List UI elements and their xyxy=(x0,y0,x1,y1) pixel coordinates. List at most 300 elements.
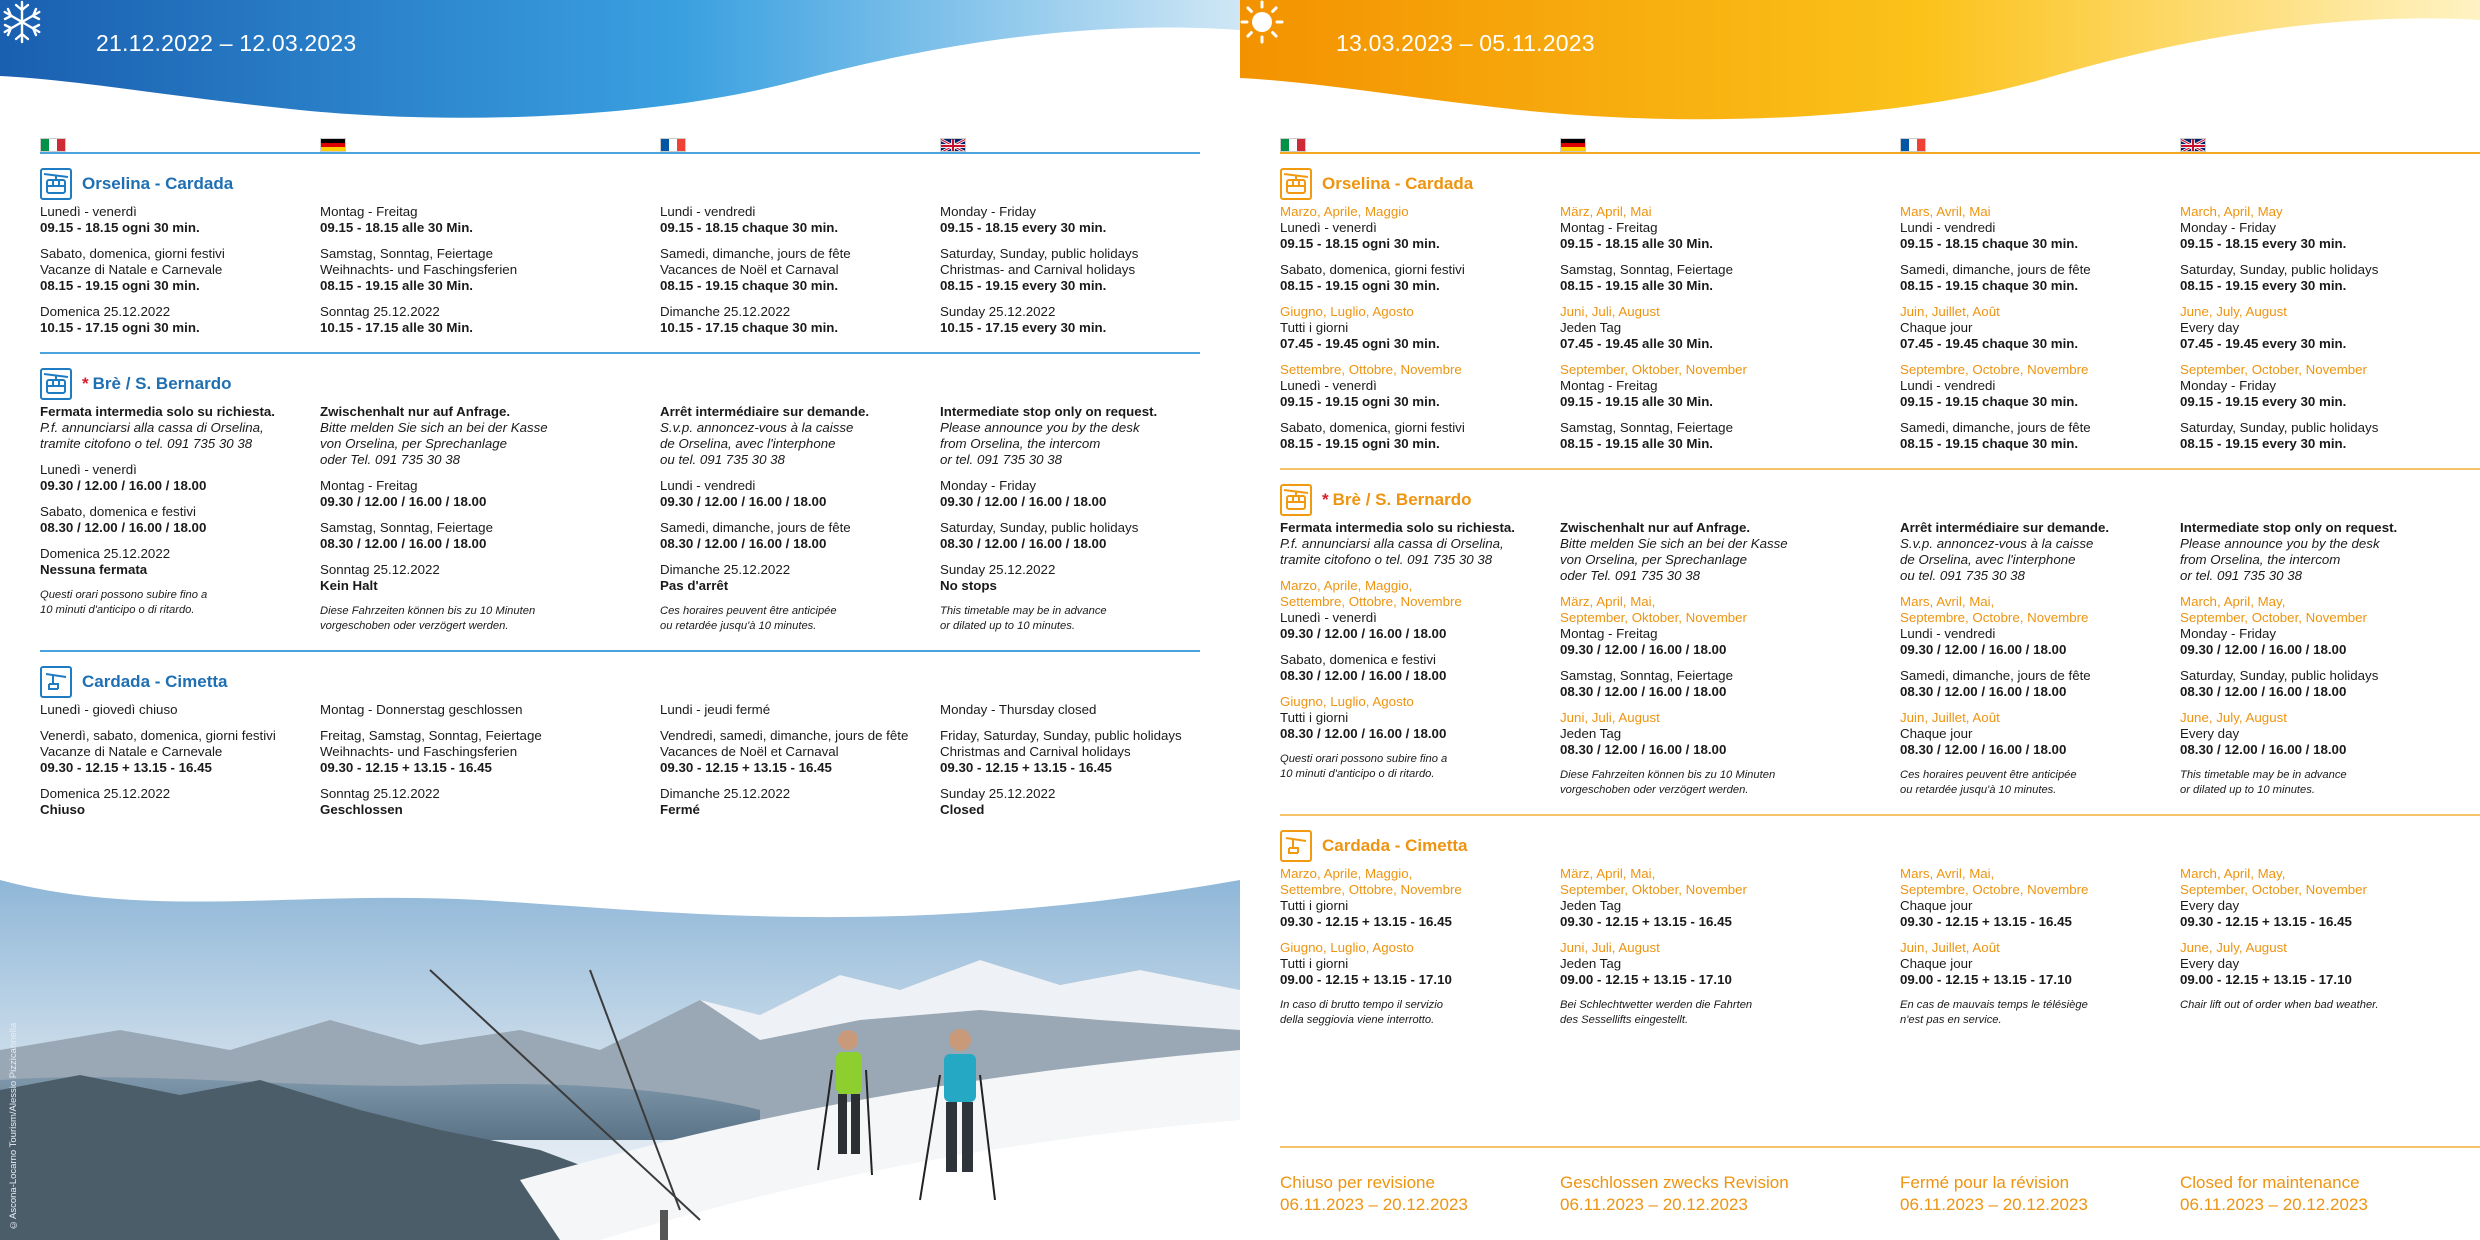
schedule-block xyxy=(40,246,314,294)
schedule-block xyxy=(1560,520,1894,584)
schedule-times: 08.30 / 12.00 / 16.00 / 18.00 xyxy=(940,536,1107,551)
schedule-block xyxy=(1280,520,1554,568)
language-columns xyxy=(40,702,1200,828)
schedule-block xyxy=(40,304,314,336)
schedule-block xyxy=(2180,262,2434,294)
period-label: Juin, Juillet, Août xyxy=(1900,940,2000,955)
schedule-text: Tutti i giorni xyxy=(1280,710,1349,725)
schedule-text: ou tel. 091 735 30 38 xyxy=(660,452,785,467)
schedule-text: from Orselina, the intercom xyxy=(940,436,1101,451)
schedule-times: 08.15 - 19.15 alle 30 Min. xyxy=(1560,278,1714,293)
schedule-block xyxy=(1560,940,1894,988)
footnote xyxy=(1900,998,2174,1028)
schedule-text: von Orselina, per Sprechanlage xyxy=(320,436,508,451)
schedule-text: Montag - Freitag xyxy=(1560,220,1658,235)
schedule-text: P.f. annunciarsi alla cassa di Orselina, xyxy=(40,420,264,435)
schedule-text: Questi orari possono subire fino a xyxy=(1280,753,1448,765)
schedule-block xyxy=(1560,668,1894,700)
section-header xyxy=(40,364,1200,404)
maintenance-notice xyxy=(2180,1172,2440,1216)
language-column xyxy=(660,404,940,644)
schedule-block xyxy=(1900,710,2174,758)
maintenance-title: Chiuso per revisione xyxy=(1280,1173,1435,1192)
period-label: June, July, August xyxy=(2180,710,2287,725)
schedule-times: 08.15 - 19.15 every 30 min. xyxy=(940,278,1107,293)
maintenance-title: Closed for maintenance xyxy=(2180,1173,2360,1192)
schedule-block xyxy=(1280,578,1554,642)
sun-icon xyxy=(1240,0,1284,44)
schedule-text: Monday - Friday xyxy=(940,478,1037,493)
schedule-text: P.f. annunciarsi alla cassa di Orselina, xyxy=(1280,536,1504,551)
chairlift-icon xyxy=(40,666,72,698)
schedule-text: tramite citofono o tel. 091 735 30 38 xyxy=(40,436,253,451)
schedule-text: vorgeschoben oder verzögert werden. xyxy=(320,620,509,632)
language-columns xyxy=(40,204,1200,346)
schedule-text: Jeden Tag xyxy=(1560,898,1622,913)
schedule-times: 09.30 / 12.00 / 16.00 / 18.00 xyxy=(1560,642,1727,657)
schedule-text: Lunedì - venerdì xyxy=(1280,378,1377,393)
schedule-block xyxy=(40,728,314,776)
schedule-text: Sunday 25.12.2022 xyxy=(940,562,1056,577)
timetable-section xyxy=(1280,826,2480,1038)
schedule-block xyxy=(1280,204,1554,252)
schedule-text: Lunedì - venerdì xyxy=(1280,610,1377,625)
schedule-text: Every day xyxy=(2180,320,2240,335)
flag-de-icon xyxy=(1560,138,1586,152)
language-column xyxy=(1900,204,2180,462)
schedule-text: Dimanche 25.12.2022 xyxy=(660,562,791,577)
schedule-block xyxy=(1900,520,2174,584)
schedule-block xyxy=(2180,940,2434,988)
period-label: März, April, Mai, xyxy=(1560,866,1656,881)
schedule-block xyxy=(40,786,314,818)
language-column xyxy=(1560,866,1900,1038)
schedule-text: de Orselina, avec l'interphone xyxy=(1900,552,2076,567)
schedule-text: Samedi, dimanche, jours de fête xyxy=(1900,668,2091,683)
period-label: März, April, Mai xyxy=(1560,204,1652,219)
schedule-text: Sunday 25.12.2022 xyxy=(940,786,1056,801)
schedule-times: 08.30 / 12.00 / 16.00 / 18.00 xyxy=(40,520,207,535)
schedule-times: 09.30 - 12.15 + 13.15 - 16.45 xyxy=(40,760,212,775)
schedule-block xyxy=(2180,520,2434,584)
schedule-text: 10 minuti d'anticipo o di ritardo. xyxy=(1280,768,1435,780)
schedule-block xyxy=(940,520,1194,552)
schedule-text: Ces horaires peuvent être anticipée xyxy=(1900,769,2077,781)
schedule-text: Monday - Friday xyxy=(2180,626,2277,641)
schedule-block xyxy=(1900,204,2174,252)
schedule-text: from Orselina, the intercom xyxy=(2180,552,2341,567)
schedule-times: 10.15 - 17.15 chaque 30 min. xyxy=(660,320,839,335)
footnote xyxy=(1560,768,1894,798)
schedule-times: Fermata intermedia solo su richiesta. xyxy=(40,404,275,419)
schedule-text: Diese Fahrzeiten können bis zu 10 Minuten xyxy=(320,605,536,617)
winter-flag-row xyxy=(40,132,1200,154)
schedule-times: Geschlossen xyxy=(320,802,403,817)
schedule-block xyxy=(940,246,1194,294)
schedule-text: Sabato, domenica e festivi xyxy=(40,504,196,519)
schedule-text: Chaque jour xyxy=(1900,320,1973,335)
schedule-text: Lunedì - venerdì xyxy=(40,204,137,219)
language-column xyxy=(660,204,940,346)
schedule-text: Saturday, Sunday, public holidays xyxy=(2180,262,2379,277)
period-label: Mars, Avril, Mai, xyxy=(1900,866,1995,881)
schedule-times: 08.15 - 19.15 ogni 30 min. xyxy=(40,278,200,293)
schedule-times: 08.15 - 19.15 every 30 min. xyxy=(2180,436,2347,451)
schedule-times: 10.15 - 17.15 ogni 30 min. xyxy=(40,320,200,335)
schedule-text: n'est pas en service. xyxy=(1900,1014,2002,1026)
footnote xyxy=(2180,768,2434,798)
flag-it-icon xyxy=(1280,138,1306,152)
schedule-times: 07.45 - 19.45 ogni 30 min. xyxy=(1280,336,1440,351)
schedule-text: von Orselina, per Sprechanlage xyxy=(1560,552,1748,567)
schedule-times: 09.15 - 18.15 ogni 30 min. xyxy=(1280,236,1440,251)
schedule-block xyxy=(1280,262,1554,294)
period-label: June, July, August xyxy=(2180,304,2287,319)
schedule-text: Saturday, Sunday, public holidays xyxy=(940,246,1139,261)
section-divider xyxy=(40,352,1200,354)
schedule-text: Montag - Donnerstag geschlossen xyxy=(320,702,523,717)
schedule-text: Lundi - vendredi xyxy=(660,204,756,219)
schedule-times: 08.15 - 19.15 every 30 min. xyxy=(2180,278,2347,293)
schedule-text: Bitte melden Sie sich an bei der Kasse xyxy=(320,420,548,435)
schedule-times: Intermediate stop only on request. xyxy=(940,404,1158,419)
flag-uk-icon xyxy=(2180,138,2206,152)
schedule-times: 09.00 - 12.15 + 13.15 - 17.10 xyxy=(1900,972,2072,987)
schedule-block xyxy=(940,404,1194,468)
section-header xyxy=(1280,164,2480,204)
period-label: March, April, May, xyxy=(2180,594,2286,609)
schedule-text: Sonntag 25.12.2022 xyxy=(320,304,440,319)
schedule-block xyxy=(1900,866,2174,930)
schedule-block xyxy=(320,478,654,510)
schedule-block xyxy=(660,728,934,776)
schedule-times: 09.15 - 18.15 ogni 30 min. xyxy=(40,220,200,235)
winter-content xyxy=(40,132,1200,828)
schedule-text: Diese Fahrzeiten können bis zu 10 Minuten xyxy=(1560,769,1776,781)
language-column xyxy=(1280,866,1560,1038)
schedule-block xyxy=(660,246,934,294)
schedule-text: or tel. 091 735 30 38 xyxy=(2180,568,2302,583)
schedule-block xyxy=(1560,204,1894,252)
schedule-block xyxy=(2180,362,2434,410)
schedule-block xyxy=(660,204,934,236)
schedule-block xyxy=(1280,694,1554,742)
schedule-text: Saturday, Sunday, public holidays xyxy=(2180,420,2379,435)
schedule-block xyxy=(1900,362,2174,410)
schedule-times: Arrêt intermédiaire sur demande. xyxy=(1900,520,2110,535)
schedule-text: Chaque jour xyxy=(1900,956,1973,971)
period-label: Marzo, Aprile, Maggio, xyxy=(1280,866,1413,881)
schedule-text: Jeden Tag xyxy=(1560,726,1622,741)
period-label: Giugno, Luglio, Agosto xyxy=(1280,940,1414,955)
schedule-block xyxy=(2180,304,2434,352)
schedule-times: Intermediate stop only on request. xyxy=(2180,520,2398,535)
schedule-block xyxy=(1900,594,2174,658)
asterisk-marker: * xyxy=(1322,490,1329,509)
flag-it-icon xyxy=(40,138,66,152)
schedule-times: Pas d'arrêt xyxy=(660,578,729,593)
schedule-text: Lundi - vendredi xyxy=(1900,378,1996,393)
schedule-block xyxy=(1900,940,2174,988)
schedule-block xyxy=(1280,304,1554,352)
schedule-times: 09.30 - 12.15 + 13.15 - 16.45 xyxy=(1560,914,1732,929)
schedule-block xyxy=(660,520,934,552)
schedule-text: Every day xyxy=(2180,726,2240,741)
schedule-block xyxy=(940,562,1194,594)
schedule-times: 09.00 - 12.15 + 13.15 - 17.10 xyxy=(2180,972,2352,987)
schedule-text: Montag - Freitag xyxy=(1560,378,1658,393)
schedule-text: Vacanze di Natale e Carnevale xyxy=(40,262,223,277)
schedule-times: 09.15 - 19.15 every 30 min. xyxy=(2180,394,2347,409)
schedule-times: 09.30 / 12.00 / 16.00 / 18.00 xyxy=(40,478,207,493)
schedule-text: Sonntag 25.12.2022 xyxy=(320,562,440,577)
maintenance-dates: 06.11.2023 – 20.12.2023 xyxy=(2180,1195,2368,1214)
period-label: Settembre, Ottobre, Novembre xyxy=(1280,594,1462,609)
photo-credit: ©Ascona-Locarno Tourism/Alessio Pizzicannella xyxy=(8,1022,19,1230)
schedule-text: Vacances de Noël et Carnaval xyxy=(660,262,839,277)
schedule-block xyxy=(940,786,1194,818)
schedule-times: 08.30 / 12.00 / 16.00 / 18.00 xyxy=(1900,742,2067,757)
schedule-text: S.v.p. annoncez-vous à la caisse xyxy=(1900,536,2094,551)
schedule-text: Jeden Tag xyxy=(1560,320,1622,335)
section-header xyxy=(40,662,1200,702)
period-label: September, Oktober, November xyxy=(1560,610,1747,625)
footnote xyxy=(40,588,314,618)
schedule-block xyxy=(1900,262,2174,294)
flag-de-icon xyxy=(320,138,346,152)
schedule-text: 10 minuti d'anticipo o di ritardo. xyxy=(40,604,195,616)
schedule-text: Montag - Freitag xyxy=(320,204,418,219)
schedule-times: 09.30 / 12.00 / 16.00 / 18.00 xyxy=(320,494,487,509)
schedule-times: Fermé xyxy=(660,802,700,817)
period-label: Settembre, Ottobre, Novembre xyxy=(1280,882,1462,897)
schedule-block xyxy=(40,204,314,236)
schedule-times: 09.30 / 12.00 / 16.00 / 18.00 xyxy=(1900,642,2067,657)
schedule-text: Venerdì, sabato, domenica, giorni festivi xyxy=(40,728,276,743)
schedule-text: Lunedì - venerdì xyxy=(1280,220,1377,235)
summer-content xyxy=(1280,132,2480,1038)
period-label: Mars, Avril, Mai xyxy=(1900,204,1991,219)
summer-season-title: 13.03.2023 – 05.11.2023 xyxy=(1336,30,1595,56)
flag-fr-icon xyxy=(1900,138,1926,152)
schedule-block xyxy=(2180,710,2434,758)
schedule-times: 09.15 - 19.15 chaque 30 min. xyxy=(1900,394,2079,409)
footnote xyxy=(320,604,654,634)
maintenance-title: Geschlossen zwecks Revision xyxy=(1560,1173,1789,1192)
maintenance-notice xyxy=(1900,1172,2180,1216)
schedule-text: Sunday 25.12.2022 xyxy=(940,304,1056,319)
schedule-block xyxy=(320,404,654,468)
section-title: Brè / S. Bernardo xyxy=(1332,490,1472,509)
winter-banner xyxy=(0,0,1240,130)
schedule-block xyxy=(2180,594,2434,658)
schedule-text: de Orselina, avec l'interphone xyxy=(660,436,836,451)
schedule-block xyxy=(1900,668,2174,700)
schedule-block xyxy=(1560,866,1894,930)
period-label: September, October, November xyxy=(2180,610,2367,625)
flag-fr-icon xyxy=(660,138,686,152)
schedule-text: Sabato, domenica, giorni festivi xyxy=(1280,420,1465,435)
schedule-block xyxy=(40,504,314,536)
footnote xyxy=(940,604,1194,634)
period-label: Juin, Juillet, Août xyxy=(1900,304,2000,319)
winter-sections xyxy=(40,164,1200,828)
schedule-text: Samstag, Sonntag, Feiertage xyxy=(1560,262,1733,277)
schedule-text: Samedi, dimanche, jours de fête xyxy=(660,246,851,261)
schedule-text: Please announce you by the desk xyxy=(2180,536,2380,551)
schedule-times: 09.30 / 12.00 / 16.00 / 18.00 xyxy=(660,494,827,509)
schedule-text: Domenica 25.12.2022 xyxy=(40,304,171,319)
schedule-times: No stops xyxy=(940,578,997,593)
cable-car-icon xyxy=(40,368,72,400)
language-column xyxy=(40,702,320,828)
schedule-times: 10.15 - 17.15 alle 30 Min. xyxy=(320,320,474,335)
summer-panel xyxy=(1240,0,2480,1240)
schedule-times: 09.30 - 12.15 + 13.15 - 16.45 xyxy=(1900,914,2072,929)
schedule-times: 08.15 - 19.15 ogni 30 min. xyxy=(1280,436,1440,451)
schedule-times: Zwischenhalt nur auf Anfrage. xyxy=(1560,520,1751,535)
schedule-text: Tutti i giorni xyxy=(1280,898,1349,913)
schedule-text: Domenica 25.12.2022 xyxy=(40,546,171,561)
section-title: Cardada - Cimetta xyxy=(1322,836,1468,855)
schedule-block xyxy=(1560,420,1894,452)
schedule-text: oder Tel. 091 735 30 38 xyxy=(1560,568,1700,583)
schedule-times: 07.45 - 19.45 every 30 min. xyxy=(2180,336,2347,351)
maintenance-dates: 06.11.2023 – 20.12.2023 xyxy=(1560,1195,1748,1214)
period-label: June, July, August xyxy=(2180,940,2287,955)
chairlift-icon xyxy=(1280,830,1312,862)
schedule-times: 08.15 - 19.15 chaque 30 min. xyxy=(660,278,839,293)
language-column xyxy=(320,702,660,828)
schedule-times: 09.00 - 12.15 + 13.15 - 17.10 xyxy=(1280,972,1452,987)
period-label: März, April, Mai, xyxy=(1560,594,1656,609)
schedule-block xyxy=(1280,652,1554,684)
schedule-block xyxy=(1900,420,2174,452)
schedule-times: 09.30 - 12.15 + 13.15 - 16.45 xyxy=(1280,914,1452,929)
schedule-block xyxy=(320,246,654,294)
schedule-text: Tutti i giorni xyxy=(1280,956,1349,971)
winter-season-title: 21.12.2022 – 12.03.2023 xyxy=(96,30,357,56)
maintenance-title: Fermé pour la révision xyxy=(1900,1173,2070,1192)
section-title: Brè / S. Bernardo xyxy=(92,374,232,393)
period-label: Marzo, Aprile, Maggio xyxy=(1280,204,1409,219)
schedule-times: 09.30 / 12.00 / 16.00 / 18.00 xyxy=(2180,642,2347,657)
schedule-text: or dilated up to 10 minutes. xyxy=(940,620,1075,632)
schedule-text: Monday - Friday xyxy=(2180,378,2277,393)
schedule-block xyxy=(320,702,654,718)
language-column xyxy=(1280,204,1560,462)
period-label: Juni, Juli, August xyxy=(1560,940,1660,955)
schedule-times: 09.30 / 12.00 / 16.00 / 18.00 xyxy=(1280,626,1447,641)
period-label: Marzo, Aprile, Maggio, xyxy=(1280,578,1413,593)
section-title: Orselina - Cardada xyxy=(82,174,234,193)
schedule-block xyxy=(1280,420,1554,452)
schedule-block xyxy=(40,462,314,494)
schedule-text: Saturday, Sunday, public holidays xyxy=(940,520,1139,535)
schedule-text: Samstag, Sonntag, Feiertage xyxy=(1560,668,1733,683)
schedule-text: Samstag, Sonntag, Feiertage xyxy=(320,520,493,535)
maintenance-dates: 06.11.2023 – 20.12.2023 xyxy=(1280,1195,1468,1214)
schedule-times: 09.15 - 19.15 alle 30 Min. xyxy=(1560,394,1714,409)
schedule-block xyxy=(940,304,1194,336)
footnote xyxy=(1280,752,1554,782)
period-label: September, Oktober, November xyxy=(1560,362,1747,377)
schedule-times: 08.15 - 19.15 alle 30 Min. xyxy=(320,278,474,293)
schedule-times: 09.00 - 12.15 + 13.15 - 17.10 xyxy=(1560,972,1732,987)
schedule-block xyxy=(660,404,934,468)
schedule-times: Kein Halt xyxy=(320,578,378,593)
language-column xyxy=(1560,520,1900,808)
schedule-text: Samedi, dimanche, jours de fête xyxy=(660,520,851,535)
schedule-times: 08.15 - 19.15 chaque 30 min. xyxy=(1900,436,2079,451)
schedule-text: Saturday, Sunday, public holidays xyxy=(2180,668,2379,683)
period-label: September, October, November xyxy=(2180,362,2367,377)
language-columns xyxy=(1280,204,2480,462)
schedule-times: 08.30 / 12.00 / 16.00 / 18.00 xyxy=(320,536,487,551)
schedule-block xyxy=(660,702,934,718)
schedule-text: This timetable may be in advance xyxy=(2180,769,2347,781)
schedule-text: Vacances de Noël et Carnaval xyxy=(660,744,839,759)
section-header xyxy=(40,164,1200,204)
schedule-text: Jeden Tag xyxy=(1560,956,1622,971)
period-label: Settembre, Ottobre, Novembre xyxy=(1280,362,1462,377)
schedule-text: Christmas and Carnival holidays xyxy=(940,744,1131,759)
schedule-times: Fermata intermedia solo su richiesta. xyxy=(1280,520,1515,535)
schedule-text: Chair lift out of order when bad weather. xyxy=(2180,999,2379,1011)
schedule-text: Bei Schlechtwetter werden die Fahrten xyxy=(1560,999,1753,1011)
schedule-block xyxy=(40,702,314,718)
schedule-times: 09.15 - 19.15 ogni 30 min. xyxy=(1280,394,1440,409)
schedule-block xyxy=(2180,204,2434,252)
schedule-text: Tutti i giorni xyxy=(1280,320,1349,335)
period-label: Septembre, Octobre, Novembre xyxy=(1900,610,2089,625)
schedule-block xyxy=(660,562,934,594)
timetable-section xyxy=(40,662,1200,828)
schedule-block xyxy=(320,520,654,552)
schedule-text: Every day xyxy=(2180,956,2240,971)
period-label: September, October, November xyxy=(2180,882,2367,897)
schedule-times: 09.15 - 18.15 alle 30 Min. xyxy=(320,220,474,235)
schedule-block xyxy=(320,204,654,236)
maintenance-row xyxy=(1280,1146,2480,1216)
timetable-section xyxy=(1280,480,2480,808)
schedule-times: 09.30 - 12.15 + 13.15 - 16.45 xyxy=(940,760,1112,775)
schedule-text: Dimanche 25.12.2022 xyxy=(660,304,791,319)
period-label: Juin, Juillet, Août xyxy=(1900,710,2000,725)
language-column xyxy=(1280,520,1560,808)
schedule-text: or tel. 091 735 30 38 xyxy=(940,452,1062,467)
period-label: Juni, Juli, August xyxy=(1560,304,1660,319)
maintenance-notice xyxy=(1560,1172,1900,1216)
footnote xyxy=(660,604,934,634)
schedule-block xyxy=(1560,594,1894,658)
schedule-times: 09.15 - 18.15 chaque 30 min. xyxy=(660,220,839,235)
schedule-text: Every day xyxy=(2180,898,2240,913)
section-title: Orselina - Cardada xyxy=(1322,174,1474,193)
period-label: Septembre, Octobre, Novembre xyxy=(1900,362,2089,377)
schedule-text: Monday - Friday xyxy=(2180,220,2277,235)
schedule-text: Weihnachts- und Faschingsferien xyxy=(320,262,518,277)
schedule-text: della seggiovia viene interrotto. xyxy=(1280,1014,1435,1026)
schedule-block xyxy=(940,478,1194,510)
schedule-times: Arrêt intermédiaire sur demande. xyxy=(660,404,870,419)
schedule-text: This timetable may be in advance xyxy=(940,605,1107,617)
schedule-text: ou retardée jusqu'à 10 minutes. xyxy=(660,620,817,632)
schedule-times: 09.15 - 18.15 every 30 min. xyxy=(940,220,1107,235)
schedule-text: Sabato, domenica e festivi xyxy=(1280,652,1436,667)
mountain-photo xyxy=(0,880,1240,1240)
schedule-block xyxy=(660,304,934,336)
